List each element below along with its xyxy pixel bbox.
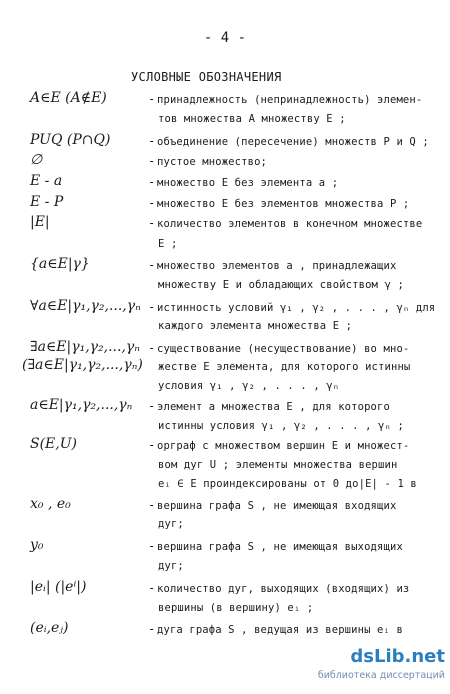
definition-line: вершина графа S , не имеющая выходящих: [157, 541, 403, 553]
dash: -: [148, 134, 156, 148]
definition-line: условия γ₁ , γ₂ , . . . , γₙ: [158, 380, 340, 392]
definition-line: тов множества A множеству E ;: [158, 113, 346, 125]
section-heading: УСЛОВНЫЕ ОБОЗНАЧЕНИЯ: [131, 70, 282, 84]
watermark-logo: dsLib.net: [350, 646, 445, 667]
definition-line: eᵢ ∈ E проиндексированы от 0 до|E| - 1 в: [158, 478, 417, 490]
page-number: - 4 -: [203, 30, 247, 46]
definition-line: E ;: [158, 238, 178, 250]
definition-line: множество E без элементов множества P ;: [157, 198, 410, 210]
dash: -: [148, 399, 156, 413]
definition-line: вом дуг U ; элементы множества вершин: [158, 459, 398, 471]
symbol-1: PUQ (P∩Q): [30, 132, 111, 148]
symbol-8-negated: (∃a∈E|γ₁,γ₂,...,γₙ): [22, 357, 143, 373]
definition-line: принадлежность (непринадлежность) элемен-: [157, 94, 423, 106]
dash: -: [148, 341, 156, 355]
dash: -: [148, 438, 156, 452]
dash: -: [148, 196, 156, 210]
definition-line: множеству E и обладающих свойством γ ;: [158, 279, 404, 291]
dash: -: [148, 581, 156, 595]
definition-line: дуг;: [158, 518, 184, 530]
dash: -: [148, 92, 156, 106]
watermark-caption: библиотека диссертаций: [317, 670, 445, 681]
symbol-9: a∈E|γ₁,γ₂,...,γₙ: [30, 397, 133, 413]
symbol-8: ∃a∈E|γ₁,γ₂,...,γₙ: [30, 339, 140, 355]
dash: -: [148, 216, 156, 230]
symbol-13: |eᵢ| (|eⁱ|): [30, 579, 87, 595]
definition-line: дуга графа S , ведущая из вершины eᵢ в: [157, 624, 403, 636]
symbol-5: |E|: [30, 214, 50, 230]
definition-line: объединение (пересечение) множеств P и Q ;: [157, 136, 429, 148]
dash: -: [148, 154, 156, 168]
definition-line: каждого элемента множества E ;: [158, 320, 353, 332]
definition-line: количество дуг, выходящих (входящих) из: [157, 583, 410, 595]
definition-line: жестве E элемента, для которого истинны: [158, 361, 411, 373]
definition-line: орграф с множеством вершин E и множест-: [157, 440, 410, 452]
dash: -: [148, 539, 156, 553]
definition-line: элемент a множества E , для которого: [157, 401, 390, 413]
symbol-6: {a∈E|γ}: [30, 256, 90, 272]
definition-line: истинность условий γ₁ , γ₂ , . . . , γₙ для: [157, 302, 436, 314]
watermark[interactable]: [315, 646, 447, 692]
dash: -: [148, 300, 156, 314]
definition-line: пустое множество;: [157, 156, 268, 168]
symbol-12: y₀: [30, 537, 44, 553]
definition-line: количество элементов в конечном множестве: [157, 218, 423, 230]
symbol-3: E - a: [30, 173, 63, 189]
dash: -: [148, 622, 156, 636]
dash: -: [148, 258, 156, 272]
symbol-0: A∈E (A∉E): [30, 90, 107, 106]
definition-line: дуг;: [158, 560, 184, 572]
definition-line: вершина графа S , не имеющая входящих: [157, 500, 397, 512]
symbol-10: S(E,U): [30, 436, 77, 452]
symbol-7: ∀a∈E|γ₁,γ₂,...,γₙ: [30, 298, 141, 314]
symbol-14: (eᵢ,eⱼ): [30, 620, 69, 636]
definition-line: множество элементов a , принадлежащих: [157, 260, 397, 272]
dash: -: [148, 498, 156, 512]
definition-line: истинны условия γ₁ , γ₂ , . . . , γₙ ;: [158, 420, 404, 432]
symbol-2: ∅: [30, 152, 43, 168]
definition-line: вершины (в вершину) eᵢ ;: [158, 602, 314, 614]
definition-line: множество E без элемента a ;: [157, 177, 339, 189]
symbol-11: x₀ , e₀: [30, 496, 71, 512]
definition-line: существование (несуществование) во мно-: [157, 343, 410, 355]
symbol-4: E - P: [30, 194, 64, 210]
dash: -: [148, 175, 156, 189]
